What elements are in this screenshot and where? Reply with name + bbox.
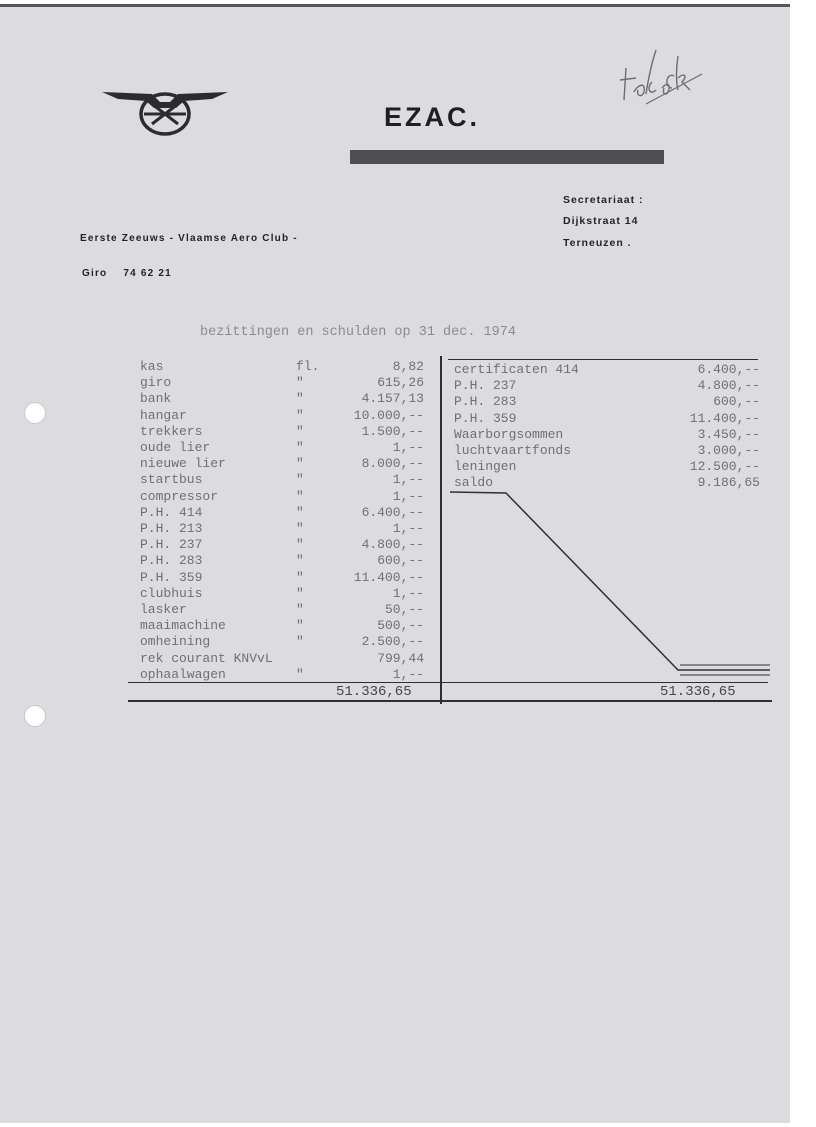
asset-label: rek courant KNVvL <box>140 650 273 666</box>
asset-amount: 4.800,-- <box>361 537 424 553</box>
liabilitie-row <box>454 411 760 427</box>
liabilitie-amount: 600,-- <box>713 394 760 410</box>
liabilitie-amount: 11.400,-- <box>689 410 760 426</box>
letter-page <box>0 4 790 1123</box>
asset-amount: 50,-- <box>384 602 424 617</box>
asset-ditto-mark: fl. <box>296 359 320 374</box>
asset-ditto-mark: " <box>296 488 304 504</box>
asset-row <box>140 489 424 505</box>
asset-label: hangar <box>140 407 187 423</box>
asset-amount: 4.157,13 <box>361 391 424 407</box>
asset-label: P.H. 237 <box>140 537 203 553</box>
asset-amount: 8,82 <box>392 359 424 374</box>
asset-ditto-mark: " <box>296 472 304 488</box>
giro-number: 74 62 21 <box>123 268 172 279</box>
liabilitie-row <box>454 475 760 491</box>
liabilitie-amount: 9.186,65 <box>697 475 760 491</box>
asset-label: startbus <box>140 472 203 488</box>
asset-label: nieuwe lier <box>140 456 226 472</box>
club-name: Eerste Zeeuws - Vlaamse Aero Club - <box>80 233 298 244</box>
asset-row <box>140 602 424 618</box>
asset-ditto-mark: " <box>296 537 304 553</box>
asset-amount: 1,-- <box>392 666 424 682</box>
punch-hole-top <box>24 402 46 424</box>
asset-label: bank <box>140 391 172 407</box>
asset-row <box>140 537 424 553</box>
page-edge <box>790 0 816 1123</box>
asset-row <box>140 408 424 424</box>
asset-amount: 8.000,-- <box>361 456 424 472</box>
liabilitie-label: P.H. 237 <box>454 378 517 394</box>
asset-ditto-mark: " <box>296 391 304 407</box>
total-assets: 51.336,65 <box>336 684 412 700</box>
asset-label: kas <box>140 359 164 374</box>
asset-ditto-mark: " <box>296 585 304 601</box>
asset-ditto-mark: " <box>296 375 304 391</box>
asset-amount: 615,26 <box>377 375 424 391</box>
asset-label: P.H. 283 <box>140 553 203 569</box>
asset-label: P.H. 213 <box>140 521 203 536</box>
asset-ditto-mark: " <box>296 407 304 423</box>
asset-row <box>140 586 424 602</box>
total-rule-bottom <box>128 700 772 702</box>
liabilitie-row <box>454 394 760 410</box>
asset-amount: 11.400,-- <box>353 569 424 585</box>
asset-row <box>140 618 424 634</box>
asset-row <box>140 553 424 569</box>
asset-amount: 1,-- <box>392 585 424 601</box>
asset-ditto-mark: " <box>296 634 304 650</box>
asset-row <box>140 472 424 488</box>
asset-label: omheining <box>140 634 211 650</box>
asset-label: giro <box>140 375 172 391</box>
balance-sheet <box>0 4 790 1127</box>
asset-label: ophaalwagen <box>140 666 226 682</box>
liabilitie-label: saldo <box>454 475 494 491</box>
liabilitie-label: luchtvaartfonds <box>454 443 572 458</box>
liabilitie-row <box>454 362 760 378</box>
liabilitie-row <box>454 459 760 475</box>
asset-label: clubhuis <box>140 585 203 601</box>
asset-row <box>140 651 424 667</box>
punch-hole-bottom <box>24 705 46 727</box>
secretariat-label: Secretariaat : <box>563 194 644 206</box>
asset-row <box>140 456 424 472</box>
secretariat-street: Dijkstraat 14 <box>563 215 639 227</box>
liabilitie-amount: 12.500,-- <box>689 459 760 475</box>
asset-ditto-mark: " <box>296 553 304 569</box>
statement-heading: bezittingen en schulden op 31 dec. 1974 <box>200 325 516 340</box>
asset-ditto-mark: " <box>296 440 304 455</box>
liabilitie-row <box>454 378 760 394</box>
asset-label: lasker <box>140 602 187 617</box>
asset-label: trekkers <box>140 423 203 439</box>
liabilitie-label: P.H. 283 <box>454 394 517 410</box>
asset-label: compressor <box>140 488 219 504</box>
asset-ditto-mark: " <box>296 618 304 634</box>
giro-label: Giro <box>82 268 108 279</box>
asset-row <box>140 359 424 375</box>
asset-row <box>140 440 424 456</box>
asset-ditto-mark: " <box>296 456 304 472</box>
secretariat-city: Terneuzen . <box>563 237 632 249</box>
asset-ditto-mark: " <box>296 521 304 536</box>
closing-diagonal-line <box>440 484 780 684</box>
org-title: EZAC. <box>384 102 480 132</box>
asset-amount: 2.500,-- <box>361 634 424 650</box>
asset-ditto-mark: " <box>296 423 304 439</box>
asset-label: oude lier <box>140 440 211 455</box>
liabilities-top-rule <box>448 359 758 360</box>
asset-row <box>140 391 424 407</box>
total-liabilities: 51.336,65 <box>660 684 736 700</box>
liabilitie-amount: 6.400,-- <box>697 362 760 377</box>
asset-row <box>140 570 424 586</box>
asset-ditto-mark: " <box>296 504 304 520</box>
asset-amount: 1.500,-- <box>361 423 424 439</box>
asset-row <box>140 375 424 391</box>
asset-amount: 500,-- <box>377 618 424 634</box>
liabilitie-amount: 4.800,-- <box>697 378 760 394</box>
asset-label: maaimachine <box>140 618 226 634</box>
asset-row <box>140 521 424 537</box>
asset-amount: 6.400,-- <box>361 504 424 520</box>
liabilitie-label: certificaten 414 <box>454 362 579 377</box>
asset-label: P.H. 359 <box>140 569 203 585</box>
asset-ditto-mark: " <box>296 666 304 682</box>
liabilitie-label: Waarborgsommen <box>454 426 564 442</box>
liabilitie-amount: 3.450,-- <box>697 426 760 442</box>
asset-label: P.H. 414 <box>140 504 203 520</box>
asset-ditto-mark: " <box>296 569 304 585</box>
liabilitie-amount: 3.000,-- <box>697 443 760 458</box>
asset-amount: 1,-- <box>392 440 424 455</box>
asset-amount: 10.000,-- <box>353 407 424 423</box>
liabilitie-row <box>454 427 760 443</box>
liabilitie-label: leningen <box>454 459 517 475</box>
asset-row <box>140 505 424 521</box>
asset-amount: 1,-- <box>392 521 424 536</box>
liabilitie-row <box>454 443 760 459</box>
liabilitie-label: P.H. 359 <box>454 410 517 426</box>
asset-amount: 1,-- <box>392 488 424 504</box>
asset-row <box>140 634 424 650</box>
asset-amount: 600,-- <box>377 553 424 569</box>
asset-row <box>140 424 424 440</box>
asset-amount: 799,44 <box>377 650 424 666</box>
asset-amount: 1,-- <box>392 472 424 488</box>
asset-row <box>140 667 424 683</box>
asset-ditto-mark: " <box>296 602 304 617</box>
